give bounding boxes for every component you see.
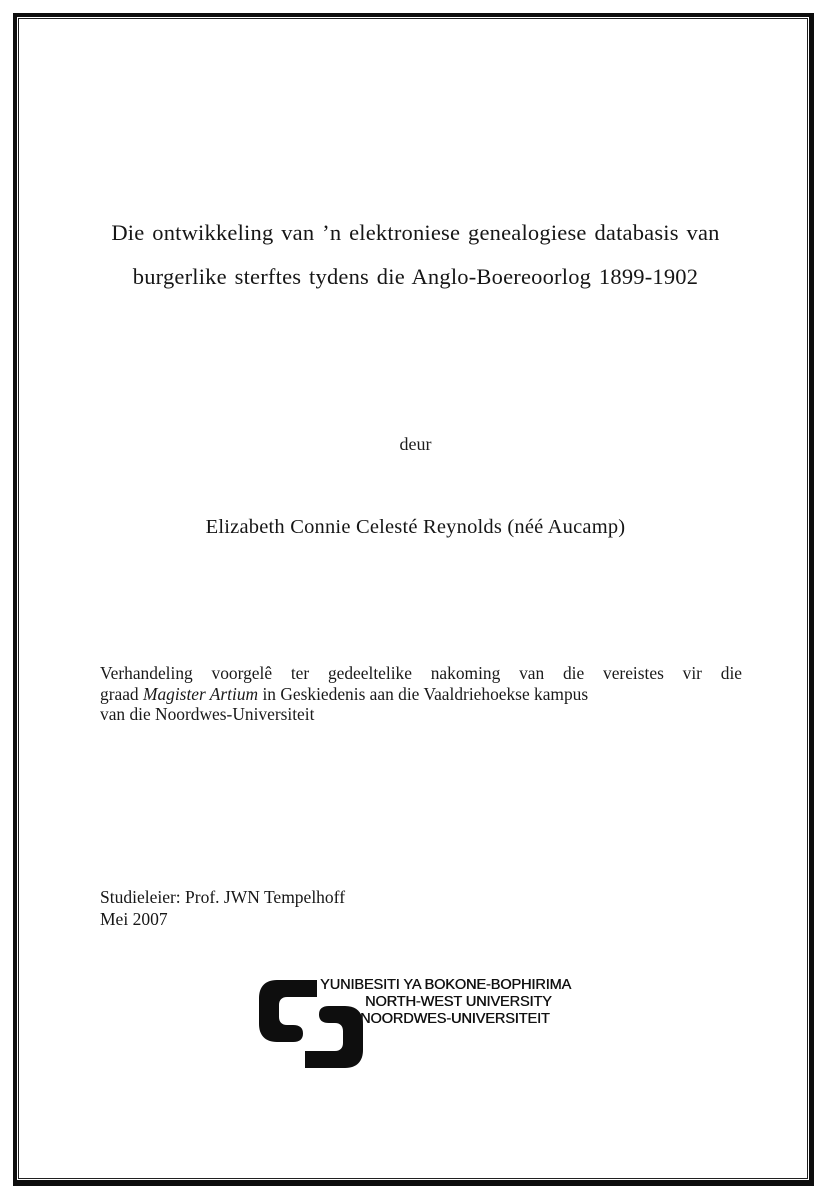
nwu-name-english: NORTH-WEST UNIVERSITY bbox=[365, 994, 552, 1010]
thesis-title bbox=[0, 211, 831, 299]
supervisor-line: Studieleier: Prof. JWN Tempelhoff bbox=[100, 887, 346, 907]
submission-line2 bbox=[100, 684, 742, 705]
author-name: Elizabeth Connie Celesté Reynolds (néé Aucamp) bbox=[205, 516, 626, 538]
submission-line2-suffix: in Geskiedenis aan die Vaaldriehoekse kampus bbox=[258, 683, 589, 704]
thesis-title-line1: Die ontwikkeling van ’n elektroniese genealogiese databasis van bbox=[111, 220, 720, 245]
degree-name: Magister Artium bbox=[142, 683, 259, 704]
nwu-name-afrikaans: NOORDWES-UNIVERSITEIT bbox=[360, 1011, 550, 1027]
date-line: Mei 2007 bbox=[100, 908, 168, 929]
nwu-name-setswana: YUNIBESITI YA BOKONE-BOPHIRIMA bbox=[320, 977, 572, 993]
byline-deur: deur bbox=[399, 434, 432, 454]
thesis-title-line2: burgerlike sterftes tydens die Anglo-Boereoorlog 1899-1902 bbox=[132, 264, 699, 289]
submission-statement bbox=[100, 663, 742, 725]
supervisor-block bbox=[100, 887, 345, 930]
submission-line1: Verhandeling voorgelê ter gedeeltelike nakoming van die vereistes vir die bbox=[100, 663, 742, 683]
nwu-logo-text bbox=[320, 977, 571, 1028]
submission-line3: van die Noordwes-Universiteit bbox=[100, 704, 315, 724]
submission-line2-prefix: graad bbox=[100, 683, 143, 704]
